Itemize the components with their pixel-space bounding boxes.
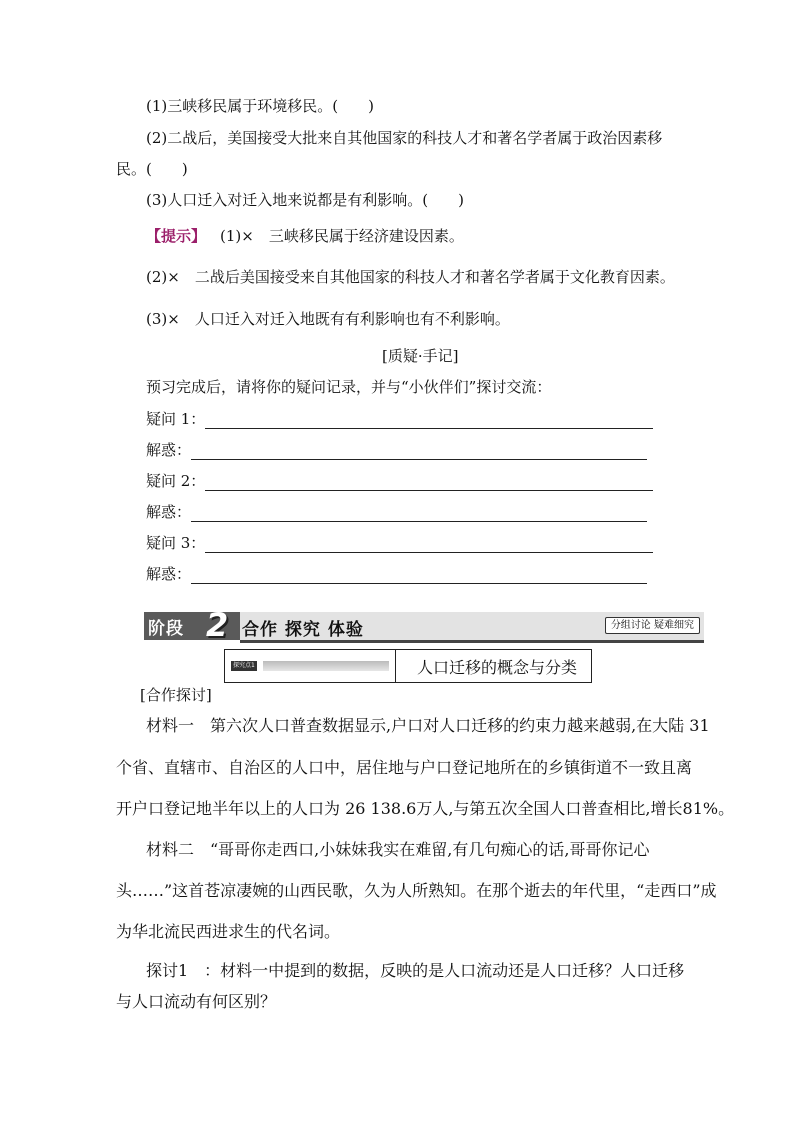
- question-label-3: 疑问 3：: [146, 534, 206, 552]
- answer-row-1: [146, 440, 647, 460]
- material1-line-1: 材料一 第六次人口普查数据显示,户口对人口迁移的约束力越来越弱,在大陆 31: [146, 716, 710, 735]
- answer-label-1: 解惑：: [146, 441, 192, 459]
- question-row-2: [146, 471, 653, 491]
- stage-badge: [144, 606, 240, 644]
- stage-title-bar: [240, 612, 704, 643]
- notes-intro: 预习完成后，请将你的疑问记录，并与“小伙伴们”探讨交流：: [146, 378, 552, 396]
- material2-line-2: 头……”这首苍凉凄婉的山西民歌，久为人所熟知。在那个逝去的年代里，“走西口”成: [116, 881, 717, 900]
- question-blank-3[interactable]: [205, 536, 653, 553]
- material1-line-2: 个省、直辖市、自治区的人口中，居住地与户口登记地所在的乡镇街道不一致且离: [116, 758, 693, 777]
- stage-label: 阶段: [148, 619, 184, 639]
- stage-right-label: 分组讨论 疑难细究: [605, 617, 700, 634]
- cooperative-heading: [合作探讨]: [140, 686, 212, 704]
- stage-title: 合作 探究 体验: [242, 620, 364, 640]
- question-row-1: [146, 409, 653, 429]
- material1-line-3: 开户口登记地半年以上的人口为 26 138.6万人,与第五次全国人口普查相比,增长81%。: [116, 799, 735, 818]
- judgment-2: (2)二战后，美国接受大批来自其他国家的科技人才和著名学者属于政治因素移: [146, 129, 663, 147]
- question-label-2: 疑问 2：: [146, 472, 206, 490]
- judgment-3: (3)人口迁入对迁入地来说都是有利影响。( ): [146, 191, 464, 209]
- question-row-3: [146, 533, 653, 553]
- question-blank-2[interactable]: [205, 474, 653, 491]
- explore-point-stripe: [263, 661, 389, 671]
- question1-line-2: 与人口流动有何区别？: [116, 992, 277, 1011]
- hint-tag: 【提示】: [146, 227, 207, 245]
- hint-item-3: (3)× 人口迁入对迁入地既有有利影响也有不利影响。: [146, 310, 510, 328]
- hint-item-2: (2)× 二战后美国接受来自其他国家的科技人才和著名学者属于文化教育因素。: [146, 268, 675, 286]
- question1-line-1: 探讨1 ：材料一中提到的数据，反映的是人口流动还是人口迁移？人口迁移: [146, 961, 685, 980]
- question-label-1: 疑问 1：: [146, 410, 206, 428]
- stage-number: 2: [206, 606, 229, 644]
- question-blank-1[interactable]: [205, 412, 653, 429]
- judgment-1: (1)三峡移民属于环境移民。( ): [146, 97, 374, 115]
- notes-heading: [质疑·手记]: [382, 347, 459, 365]
- answer-row-2: [146, 502, 647, 522]
- explore-point-topic: 人口迁移的概念与分类: [417, 658, 578, 677]
- answer-label-2: 解惑：: [146, 503, 192, 521]
- answer-blank-2[interactable]: [191, 505, 647, 522]
- explore-point-box: [224, 649, 592, 683]
- judgment-2-cont: 民。( ): [116, 160, 188, 178]
- stage-banner: [144, 606, 704, 644]
- explore-point-tag: 探究点1: [233, 662, 255, 669]
- answer-blank-3[interactable]: [191, 567, 647, 584]
- answer-label-3: 解惑：: [146, 565, 192, 583]
- explore-point-left: [225, 650, 396, 682]
- material2-line-1: 材料二 “哥哥你走西口,小妹妹我实在难留,有几句痴心的话,哥哥你记心: [146, 840, 650, 859]
- answer-blank-1[interactable]: [191, 443, 647, 460]
- answer-row-3: [146, 564, 647, 584]
- hint-line-1: [146, 226, 464, 246]
- hint-item-1: (1)× 三峡移民属于经济建设因素。: [220, 227, 464, 245]
- material2-line-3: 为华北流民西进求生的代名词。: [116, 922, 341, 941]
